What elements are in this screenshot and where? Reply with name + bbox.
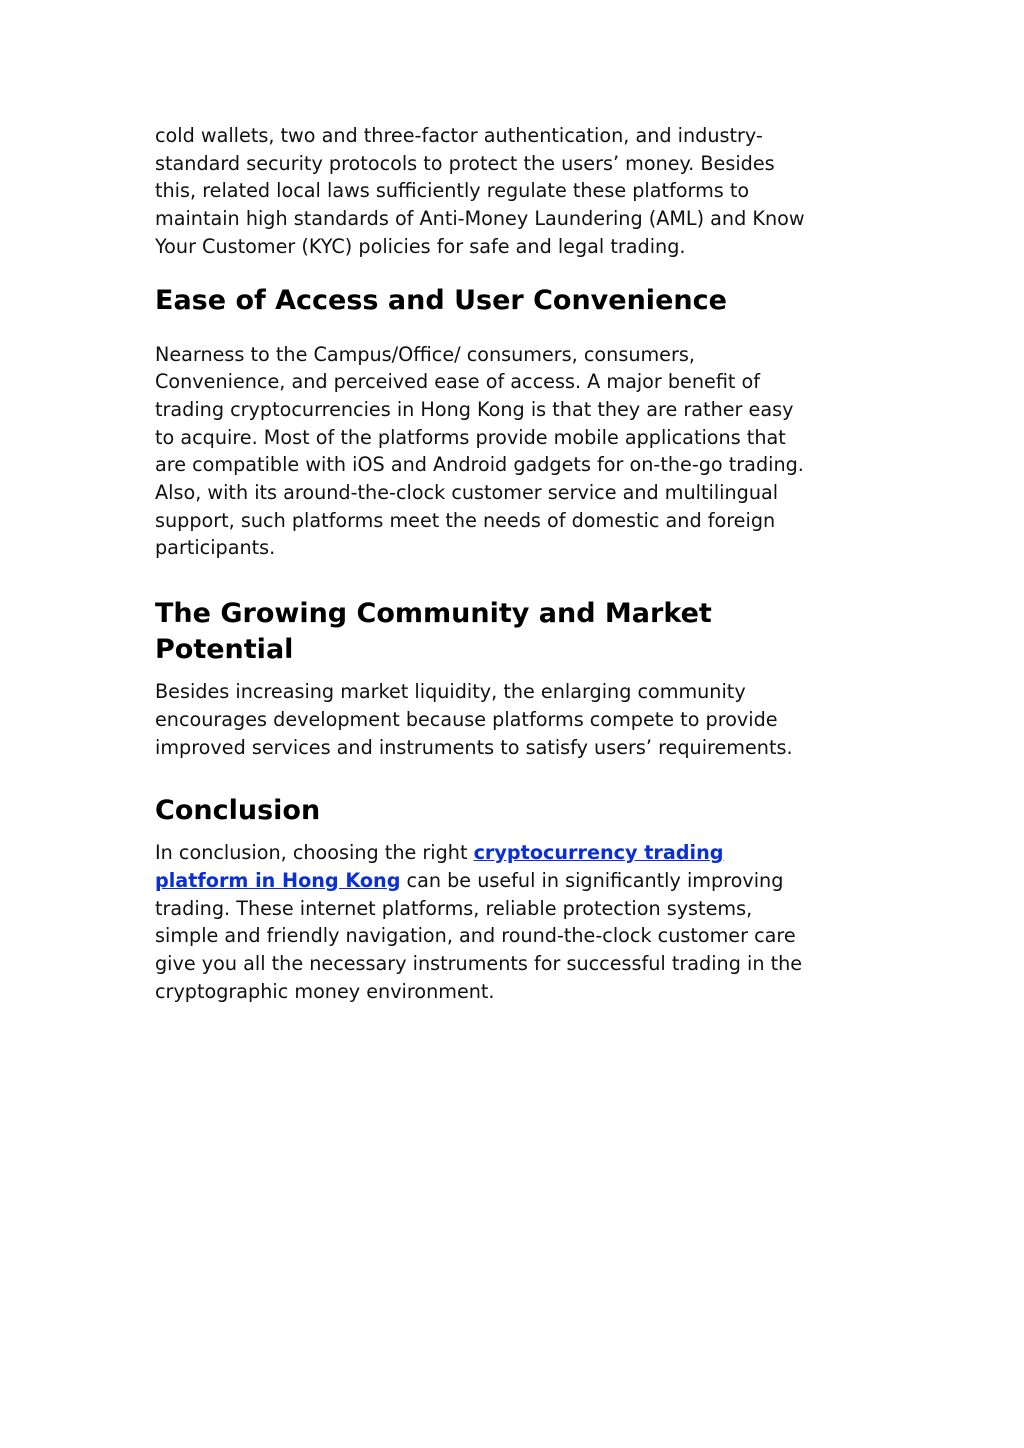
crypto-platform-link-line2[interactable]: platform in Hong Kong (155, 868, 401, 892)
crypto-platform-link-line1[interactable]: cryptocurrency trading (473, 841, 724, 865)
heading-conclusion: Conclusion (155, 795, 321, 827)
conclusion-text-after-link: can be useful in significantly improving trading. These internet platforms, reliable protection systems, simple and friendly navigation, and round-the-clock customer care give you all the necessary instruments for successful trading in the cryptographic money environment. (155, 868, 803, 1003)
heading-growing-community (155, 596, 867, 668)
paragraph-conclusion (155, 839, 867, 1005)
paragraph-security: cold wallets, two and three-factor authentication, and industry- standard security protocols to protect the users’ money. Besides this, related local laws sufficiently regulate these platforms to maintain high standards of Anti-Money Laundering (AML) and Know Your Customer (KYC) policies for safe and legal trading. (155, 124, 805, 258)
heading-ease-of-access: Ease of Access and User Convenience (155, 284, 727, 316)
paragraph-growing-community: Besides increasing market liquidity, the enlarging community encourages development because platforms compete to provide improved services and instruments to satisfy users’ requirements. (155, 680, 793, 759)
heading-growing-community-line1: The Growing Community and Market (155, 598, 712, 630)
document-page (155, 122, 867, 1005)
heading-growing-community-line2: Potential (155, 634, 294, 666)
conclusion-text-before-link: In conclusion, choosing the right (155, 841, 474, 865)
paragraph-ease-of-access: Nearness to the Campus/Office/ consumers, consumers, Convenience, and perceived ease of access. A major benefit of trading cryptocurrencies in Hong Kong is that they are rather easy to acquire. Most of the platforms provide mobile applications that are compatible with iOS and Android gadgets for on-the-go trading. Also, with its around-the-clock customer service and multilingual support, such platforms meet the needs of domestic and foreign participants. (155, 342, 804, 560)
